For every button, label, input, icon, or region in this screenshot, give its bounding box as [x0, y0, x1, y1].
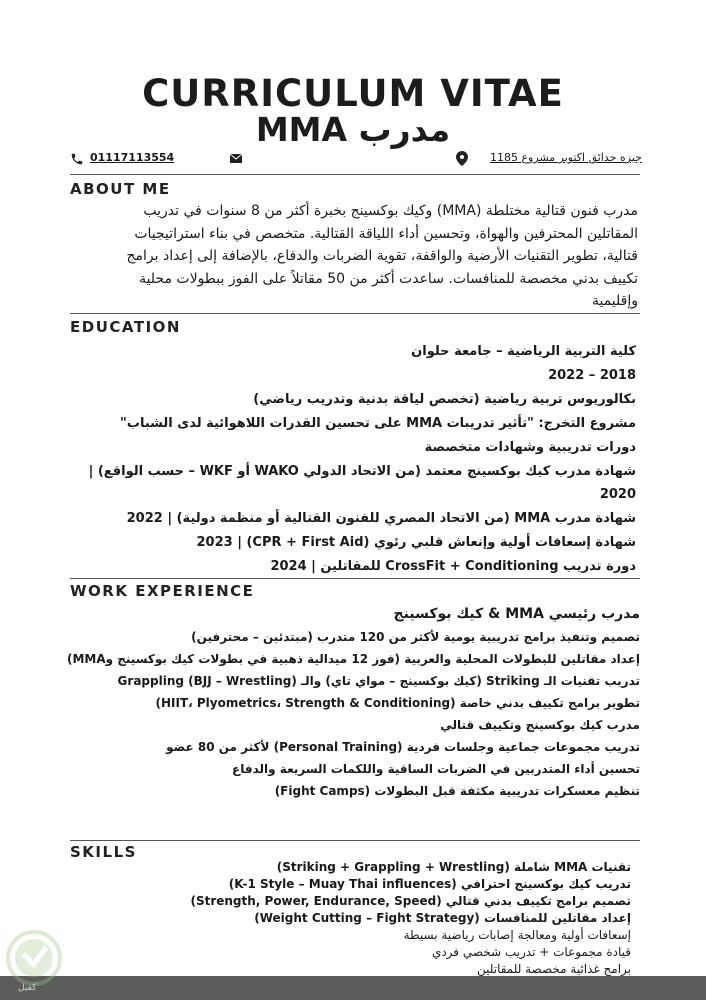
bottom-bar	[0, 976, 706, 1000]
divider	[70, 578, 640, 579]
work-duty: تدريب مجموعات جماعية وجلسات فردية (Personal Training) لأكثر من 80 عضو	[166, 740, 640, 754]
divider	[70, 313, 640, 314]
watermark-text: كفيل	[18, 983, 37, 993]
skill-item: إعداد مقاتلين للمنافسات (Weight Cutting – Fight Strategy)	[254, 911, 631, 925]
skill-item: برامج غذائية مخصصة للمقاتلين	[477, 962, 631, 976]
work-duty: مدرب كيك بوكسينج وتكييف قتالي	[440, 718, 640, 732]
education-line: شهادة مدرب كيك بوكسينج معتمد (من الاتحاد الدولي WAKO أو WKF – حسب الواقع) |	[88, 464, 636, 479]
education-line: 2020	[599, 487, 636, 502]
skill-item: تقنيات MMA شاملة (Striking + Grappling + Wrestling)	[276, 860, 631, 874]
work-duty: إعداد مقاتلين للبطولات المحلية والعربية (فوز 12 ميدالية ذهبية في بطولات كيك بوكسينج وMMA)	[66, 652, 640, 666]
education-line: بكالوريوس تربية رياضية (تخصص لياقة بدنية وتدريب رياضي)	[253, 392, 636, 407]
phone-icon	[70, 152, 84, 166]
work-duty: تدريب تقنيات الـ Striking (كيك بوكسينج – مواي تاي) والـ Grappling (BJJ – Wrestling)	[117, 674, 640, 688]
divider	[70, 840, 640, 841]
work-duty: تصميم وتنفيذ برامج تدريبية يومية لأكثر من 120 متدرب (مبتدئين – محترفين)	[191, 630, 640, 644]
work-duty: تطوير برامج تكييف بدني خاصة (HIIT، Plyometrics، Strength & Conditioning)	[155, 696, 640, 710]
about-text: مدرب فنون قتالية مختلطة (MMA) وكيك بوكسينج بخبرة أكثر من 8 سنوات في تدريب المقاتلين المحترفين والهواة، وتحسين أداء اللياقة القتالية. متخصص في بناء استراتيجيات قتالية، تطوير التقنيات الأرضية والواقفة، تقوية الضربات والدفاع، بالإضافة إلى إعداد برامج تكييف بدني مخصصة للمنافسات. ساعدت أكثر من 50 مقاتلاً على الفوز ببطولات محلية وإقليمية	[126, 203, 638, 309]
work-duty: تنظيم معسكرات تدريبية مكثفة قبل البطولات (Fight Camps)	[274, 784, 640, 798]
education-line: كلية التربية الرياضية – جامعة حلوان	[411, 344, 636, 359]
location-pin-icon	[456, 151, 468, 166]
education-line: دورات تدريبية وشهادات متخصصة	[424, 440, 636, 455]
education-line: دورة تدريب CrossFit + Conditioning للمقاتلين | 2024	[270, 559, 636, 574]
education-line: 2018 – 2022	[548, 368, 636, 383]
job-title: مدرب MMA	[255, 110, 451, 149]
contact-row	[70, 150, 640, 170]
education-line: مشروع التخرج: "تأثير تدريبات MMA على تحسين القدرات اللاهوائية لدى الشباب"	[120, 416, 636, 431]
skill-item: تدريب كيك بوكسينج احترافي (K-1 Style – Muay Thai influences)	[228, 877, 631, 891]
cv-title: CURRICULUM VITAE	[142, 72, 564, 115]
skill-item: إسعافات أولية ومعالجة إصابات رياضية بسيطة	[403, 928, 631, 942]
education-line: شهادة إسعافات أولية وإنعاش قلبي رئوي (CPR + First Aid) | 2023	[196, 535, 636, 550]
mail-icon	[230, 154, 242, 163]
skill-item: قيادة مجموعات + تدريب شخصي فردي	[431, 945, 631, 959]
about-heading: ABOUT ME	[70, 180, 171, 198]
education-line: شهادة مدرب MMA (من الاتحاد المصري للفنون القتالية أو منظمة دولية) | 2022	[126, 511, 636, 526]
phone-number[interactable]: 01117113554	[90, 151, 175, 164]
skill-item: تصميم برامج تكييف بدني قتالي (Strength, Power, Endurance, Speed)	[190, 894, 631, 908]
work-role: مدرب رئيسي MMA & كيك بوكسينج	[393, 606, 640, 622]
address: جيزه حدائق اكتوبر مشروع 1185	[490, 151, 642, 164]
skills-heading: SKILLS	[70, 843, 137, 861]
education-heading: EDUCATION	[70, 318, 181, 336]
divider	[70, 174, 640, 175]
work-heading: WORK EXPERIENCE	[70, 582, 255, 600]
work-duty: تحسين أداء المتدربين في الضربات الساقية واللكمات السريعة والدفاع	[232, 762, 640, 776]
